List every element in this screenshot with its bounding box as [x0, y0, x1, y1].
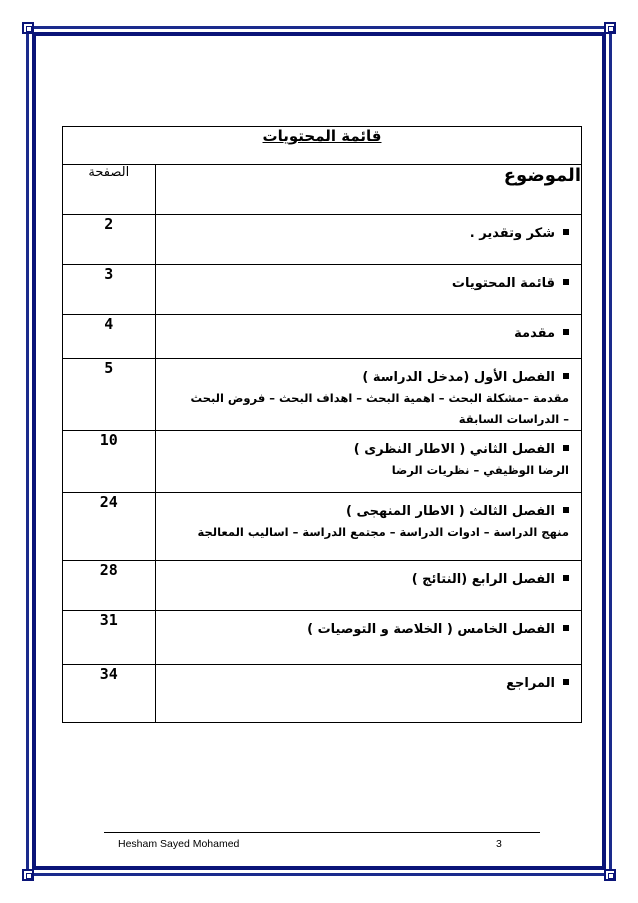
footer-page-number: 3	[496, 838, 502, 850]
corner-ornament	[604, 22, 616, 34]
corner-ornament	[604, 869, 616, 881]
bullet-icon	[563, 507, 569, 513]
topic-line: المراجع	[506, 676, 555, 691]
topic-subline: مقدمة –مشكلة البحث – اهمية البحث – اهداف البحث – فروض البحث	[190, 391, 569, 405]
bullet-icon	[563, 575, 569, 581]
topic-subline: منهج الدراسة – ادوات الدراسة – مجتمع الدراسة – اساليب المعالجة	[197, 525, 569, 539]
topic-line: الفصل الأول (مدخل الدراسة )	[362, 370, 555, 385]
footer-author: Hesham Sayed Mohamed	[118, 838, 240, 850]
table-row	[63, 561, 582, 611]
toc-table	[62, 126, 582, 723]
topic-line: شكر وتقدير .	[469, 226, 555, 241]
topic-line: مقدمة	[514, 326, 555, 341]
bullet-icon	[563, 679, 569, 685]
page-number: 28	[63, 561, 156, 611]
table-row	[63, 493, 582, 561]
page-number: 24	[63, 493, 156, 561]
bullet-icon	[563, 445, 569, 451]
footer-rule	[104, 832, 540, 833]
topic-line: الفصل الرابع (النتائج )	[411, 572, 555, 587]
page-number: 10	[63, 431, 156, 493]
table-row	[63, 611, 582, 665]
bullet-icon	[563, 279, 569, 285]
toc-title: قائمة المحتويات	[63, 127, 582, 165]
table-row	[63, 265, 582, 315]
bullet-icon	[563, 625, 569, 631]
table-row	[63, 665, 582, 723]
topic-line: الفصل الثاني ( الاطار النظرى )	[353, 442, 555, 457]
table-row	[63, 215, 582, 265]
topic-line: الفصل الثالث ( الاطار المنهجى )	[346, 504, 555, 519]
corner-ornament	[22, 869, 34, 881]
page-number: 31	[63, 611, 156, 665]
bullet-icon	[563, 373, 569, 379]
page-number: 2	[63, 215, 156, 265]
corner-ornament	[22, 22, 34, 34]
page-number: 5	[63, 359, 156, 431]
topic-subline: – الدراسات السابقة	[458, 412, 569, 426]
page-number: 3	[63, 265, 156, 315]
table-row	[63, 315, 582, 359]
topic-subline: الرضا الوظيفي – نظريات الرضا	[391, 463, 569, 477]
topic-line: الفصل الخامس ( الخلاصة و التوصيات )	[307, 622, 555, 637]
table-row	[63, 431, 582, 493]
page-number: 34	[63, 665, 156, 723]
topic-line: قائمة المحتويات	[451, 276, 555, 291]
page-number: 4	[63, 315, 156, 359]
bullet-icon	[563, 329, 569, 335]
bullet-icon	[563, 229, 569, 235]
header-page: الصفحة	[63, 165, 156, 215]
header-topic: الموضوع	[155, 165, 581, 215]
table-row	[63, 359, 582, 431]
